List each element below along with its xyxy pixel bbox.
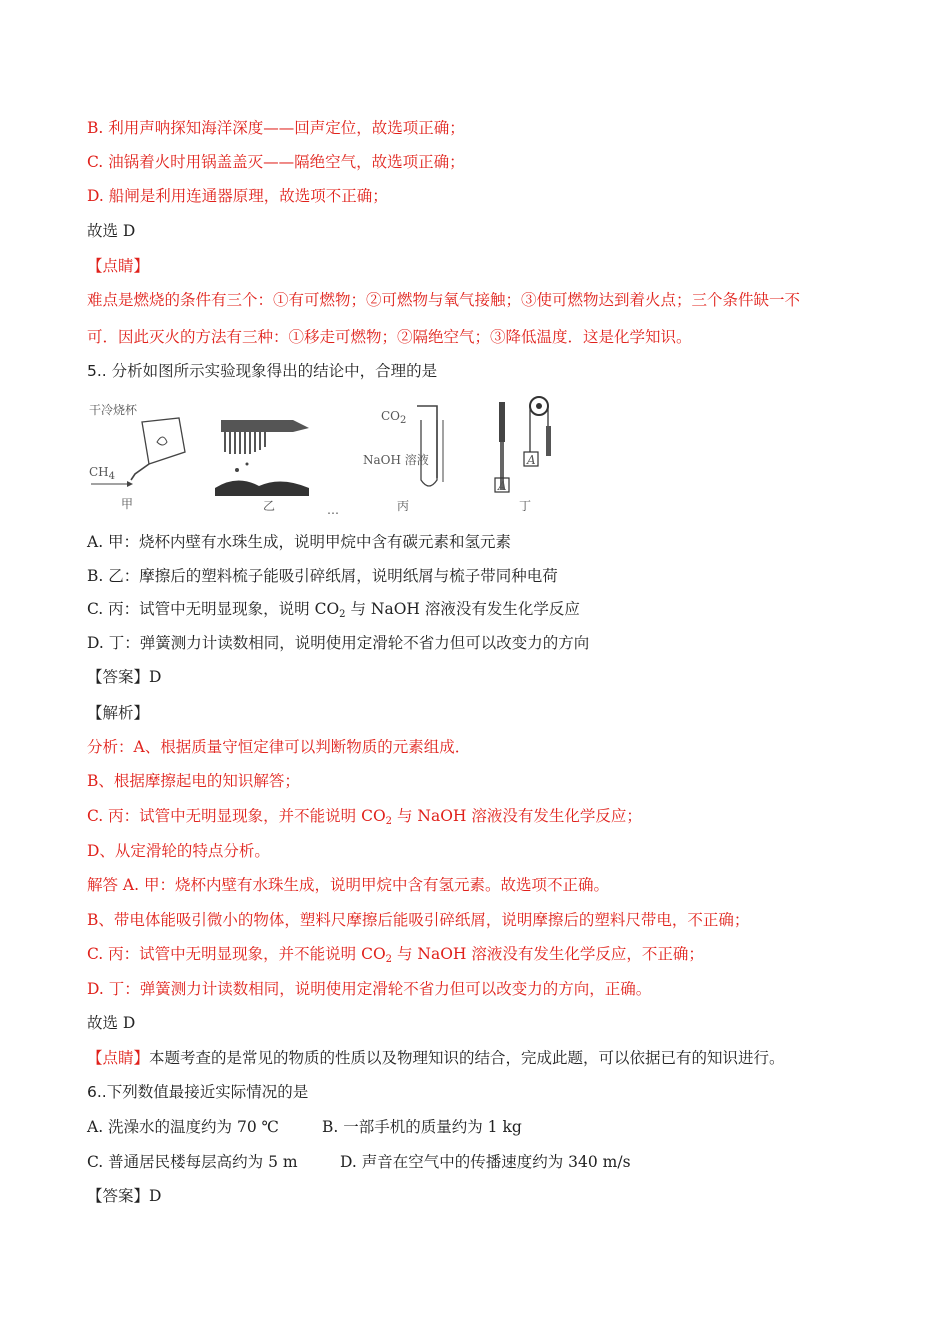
q6-stem: 6..下列数值最接近实际情况的是 [87, 1083, 309, 1101]
test-tube-experiment-diagram [363, 406, 443, 513]
fig-bing-label: 丙 [397, 499, 410, 513]
q6-option-a: A. 洗澡水的温度约为 70 ℃ [87, 1118, 279, 1136]
q5-analysis-line-4: D、从定滑轮的特点分析。 [87, 842, 270, 860]
q5-analysis-line-2: B、根据摩擦起电的知识解答； [87, 772, 300, 790]
q5-analysis-line-6: B、带电体能吸引微小的物体，塑料尺摩擦后能吸引碎纸屑，说明摩擦后的塑料尺带电，不正确； [87, 911, 750, 929]
fig-co2-sub: 2 [400, 415, 407, 426]
q5-analysis-line-3: C. 丙：试管中无明显现象，并不能说明 $CO_2$ 与 NaOH 溶液没有发生化学反应； [87, 807, 642, 827]
q5-stem: 5.. 分析如图所示实验现象得出的结论中，合理的是 [87, 362, 438, 380]
svg-text:CO2 [381, 409, 406, 426]
fig-beaker-label: 干冷烧杯 [89, 403, 138, 417]
q5-analysis-line-7: C. 丙：试管中无明显现象，并不能说明 $CO_2$ 与 NaOH 溶液没有发生化学反应，不正确； [87, 945, 704, 965]
q5-analysis-line-1: 分析：A、根据质量守恒定律可以判断物质的元素组成． [87, 738, 471, 756]
comb-experiment-diagram [215, 420, 339, 514]
prev-comment-tag: 【点睛】 [87, 257, 150, 275]
fig-jia-label: 甲 [121, 497, 134, 511]
fig-weight-a-2: A [498, 479, 507, 493]
beaker-experiment-diagram [89, 402, 185, 511]
q6-option-c: C. 普通居民楼每层高约为 5 m [87, 1153, 298, 1171]
prev-choice: 故选 D [87, 222, 136, 240]
q5-answer: 【答案】D [87, 668, 162, 686]
svg-text:CH4 [89, 465, 115, 482]
prev-comment-line-2: 可．因此灭火的方法有三种：①移走可燃物；②隔绝空气；③降低温度．这是化学知识。 [87, 328, 692, 346]
q6-option-d: D. 声音在空气中的传播速度约为 340 m/s [340, 1153, 631, 1171]
fig-co2-label: CO [381, 409, 401, 423]
q6-option-b: B. 一部手机的质量约为 1 kg [322, 1118, 522, 1136]
fig-ch4-sub: 4 [108, 471, 116, 482]
q5-option-a: A. 甲：烧杯内壁有水珠生成，说明甲烷中含有碳元素和氢元素 [87, 533, 512, 551]
q5-option-c: C. 丙：试管中无明显现象，说明 $CO_2$ 与 NaOH 溶液没有发生化学反应 [87, 600, 580, 620]
q5-option-d: D. 丁：弹簧测力计读数相同，说明使用定滑轮不省力但可以改变力的方向 [87, 634, 590, 652]
pulley-experiment-diagram [495, 397, 551, 513]
q5-option-b: B. 乙：摩擦后的塑料梳子能吸引碎纸屑，说明纸屑与梳子带同种电荷 [87, 567, 558, 585]
q5-experiment-figure [87, 392, 571, 514]
q5-choice: 故选 D [87, 1014, 136, 1032]
fig-weight-a-1: A [527, 453, 536, 467]
q5-analysis-tag: 【解析】 [87, 704, 150, 722]
q5-analysis-line-8: D. 丁：弹簧测力计读数相同，说明使用定滑轮不省力但可以改变力的方向，正确。 [87, 980, 652, 998]
q6-answer: 【答案】D [87, 1187, 162, 1205]
prev-option-b: B. 利用声呐探知海洋深度——回声定位，故选项正确； [87, 119, 465, 137]
fig-ch4-label: CH [89, 465, 109, 479]
fig-naoh-label: NaOH 溶液 [363, 453, 429, 467]
prev-option-d: D. 船闸是利用连通器原理，故选项不正确； [87, 187, 388, 205]
fig-ellipsis: … [327, 503, 339, 514]
fig-ding-label: 丁 [519, 499, 532, 513]
prev-comment-line-1: 难点是燃烧的条件有三个：①有可燃物；②可燃物与氧气接触；③使可燃物达到着火点；三个条件缺一不 [87, 291, 801, 309]
prev-option-c: C. 油锅着火时用锅盖盖灭——隔绝空气，故选项正确； [87, 153, 465, 171]
fig-yi-label: 乙 [263, 499, 276, 513]
q5-analysis-line-5: 解答 A. 甲：烧杯内壁有水珠生成，说明甲烷中含有氢元素。故选项不正确。 [87, 876, 609, 894]
q5-comment: 【点睛】本题考查的是常见的物质的性质以及物理知识的结合，完成此题，可以依据已有的知识进行。 [87, 1049, 785, 1067]
